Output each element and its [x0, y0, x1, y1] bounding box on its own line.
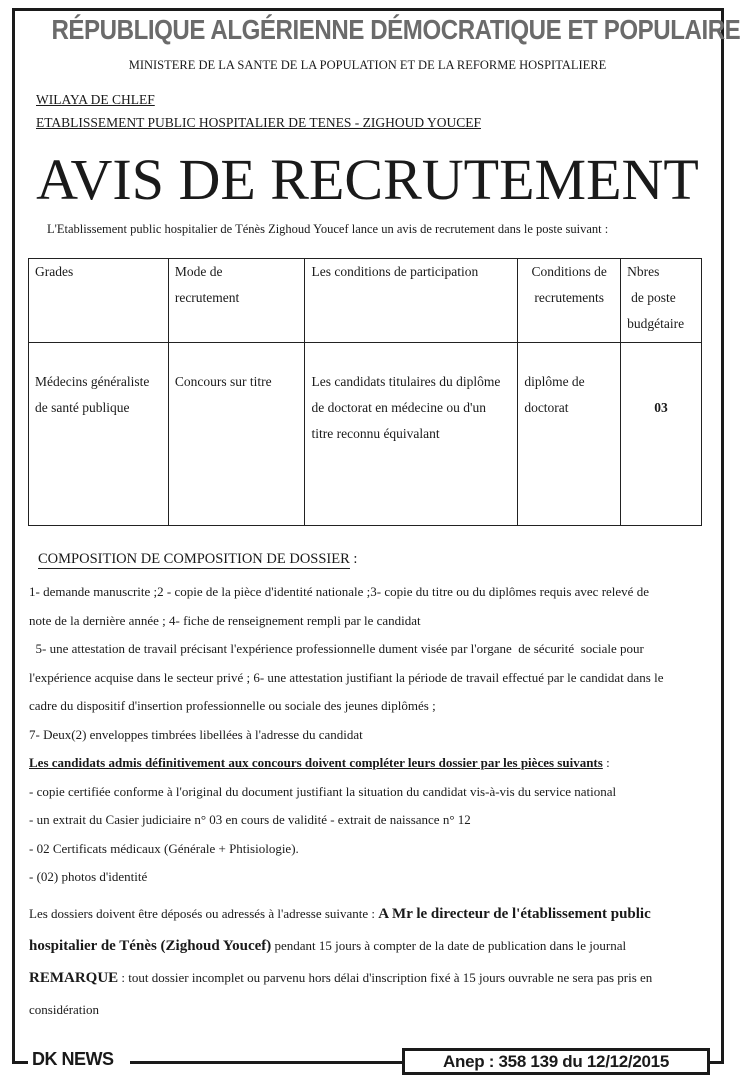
notice-intro: L'Etablissement public hospitalier de Ténès Zighoud Youcef lance un avis de recrutement dans le poste suivant :: [47, 222, 609, 236]
header-grades: [29, 259, 169, 343]
cell-line: titre reconnu équivalant: [311, 426, 440, 441]
cell-line: de doctorat en médecine ou d'un: [311, 400, 486, 415]
establishment-name: ETABLISSEMENT PUBLIC HOSPITALIER DE TENES - ZIGHOUD YOUCEF: [36, 115, 481, 130]
deposit-addressee-2: hospitalier de Ténès (Zighoud Youcef): [29, 938, 272, 954]
cell-participation: [305, 343, 518, 526]
deposit-line: [29, 930, 719, 962]
wilaya-name: WILAYA DE CHLEF: [36, 92, 155, 107]
header-mode: [168, 259, 305, 343]
admitted-line: - 02 Certificats médicaux (Générale + Phtisiologie).: [29, 840, 299, 856]
header-line: recrutements: [534, 290, 605, 305]
cell-line: de santé publique: [35, 400, 130, 415]
composition-line: l'expérience acquise dans le secteur privé ; 6- une attestation justifiant la période de travail effectué par le candidat dans le: [29, 669, 664, 685]
cell-mode: [168, 343, 305, 526]
remark-line: [29, 962, 719, 994]
cell-line: Les candidats titulaires du diplôme: [311, 374, 501, 389]
deposit-addressee: A Mr le directeur de l'établissement public: [378, 906, 651, 922]
composition-title: COMPOSITION DE COMPOSITION DE DOSSIER: [38, 551, 350, 567]
recruitment-table: [28, 258, 702, 526]
deposit-section: [29, 898, 719, 1025]
header-line: Nbres: [627, 264, 660, 279]
composition-line: cadre du dispositif d'insertion professionnelle ou sociale des jeunes diplômés ;: [29, 698, 436, 713]
composition-line: 5- une attestation de travail précisant l'expérience professionnelle dument visée par l'organe de sécurité sociale pour: [29, 641, 644, 656]
deposit-line: [29, 898, 719, 930]
admitted-section: [29, 749, 719, 892]
header-line: Grades: [35, 264, 74, 279]
header-line: de poste: [631, 290, 676, 305]
composition-list: [29, 578, 719, 749]
ministry-name: MINISTERE DE LA SANTE DE LA POPULATION ET DE LA REFORME HOSPITALIERE: [128, 58, 607, 72]
cell-conditions: [518, 343, 621, 526]
remark-text: : tout dossier incomplet ou parvenu hors délai d'inscription fixé à 15 jours ouvrable ne sera pas pris en: [118, 970, 653, 985]
header-line: Conditions de: [531, 264, 607, 279]
composition-line: 1- demande manuscrite ;2 - copie de la pièce d'identité nationale ;3- copie du titre ou du diplômes requis avec relevé de: [29, 584, 649, 599]
header-participation: [305, 259, 518, 343]
admitted-line: - copie certifiée conforme à l'original du document justifiant la situation du candidat vis-à-vis du service national: [29, 783, 617, 799]
cell-line: doctorat: [524, 400, 569, 415]
admitted-line: - (02) photos d'identité: [29, 869, 148, 884]
footer-rule-middle: [130, 1061, 405, 1064]
footer-rule-right: [708, 1061, 724, 1064]
table-header-row: [29, 259, 702, 343]
cell-count: [621, 343, 702, 526]
remark-line-2: considération: [29, 1002, 100, 1017]
republic-title: RÉPUBLIQUE ALGÉRIENNE DÉMOCRATIQUE ET POPULAIRE: [51, 14, 741, 45]
post-count: 03: [654, 400, 668, 415]
header-conditions: [518, 259, 621, 343]
header-count: [621, 259, 702, 343]
admitted-title: Les candidats admis définitivement aux concours doivent compléter leurs dossier par les pièces suivants: [29, 755, 603, 770]
header-line: Les conditions de participation: [311, 264, 479, 279]
deposit-intro: Les dossiers doivent être déposés ou adressés à l'adresse suivante :: [29, 906, 379, 921]
header-line: budgétaire: [627, 316, 685, 331]
header-line: Mode de: [174, 264, 223, 279]
deposit-rest: pendant 15 jours à compter de la date de publication dans le journal: [271, 938, 627, 953]
cell-line: Concours sur titre: [174, 374, 272, 389]
composition-title-suffix: :: [349, 551, 358, 567]
cell-line: diplôme de: [524, 374, 585, 389]
remark-label: REMARQUE: [29, 970, 119, 986]
notice-title: AVIS DE RECRUTEMENT: [36, 147, 699, 212]
cell-line: Médecins généraliste: [35, 374, 150, 389]
cell-grade: [29, 343, 169, 526]
table-row: [29, 343, 702, 526]
composition-line: 7- Deux(2) enveloppes timbrées libellées à l'adresse du candidat: [29, 726, 363, 742]
composition-heading: [38, 551, 357, 568]
admitted-heading: [29, 749, 719, 778]
admitted-title-suffix: :: [602, 755, 610, 770]
composition-line: note de la dernière année ; 4- fiche de renseignement rempli par le candidat: [29, 612, 421, 628]
header-line: recrutement: [174, 290, 240, 305]
anep-reference: Anep : 358 139 du 12/12/2015: [402, 1048, 710, 1075]
admitted-line: - un extrait du Casier judiciaire n° 03 en cours de validité - extrait de naissance n° 12: [29, 812, 471, 827]
publication-name: DK NEWS: [28, 1049, 118, 1070]
